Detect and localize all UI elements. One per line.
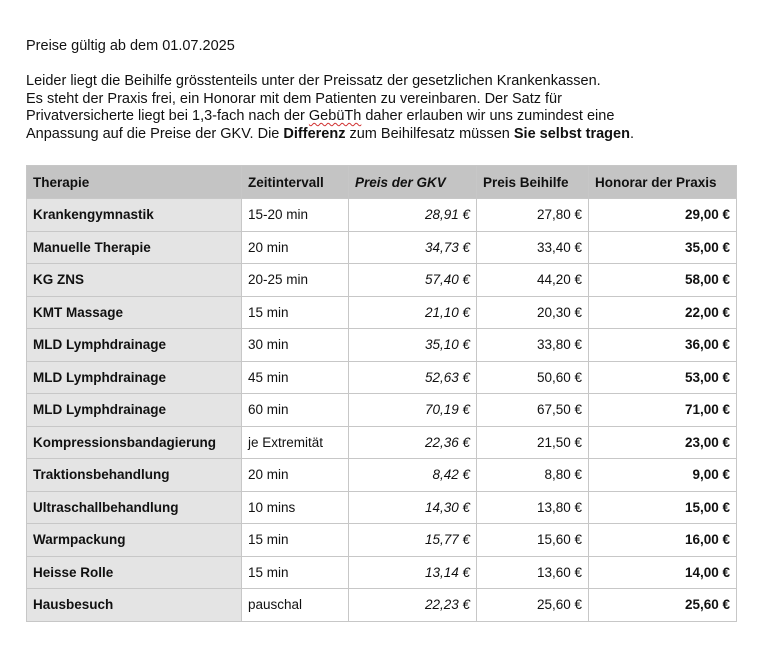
emphasis-selbst-tragen: Sie selbst tragen [513,125,630,142]
intro-line-4 [26,126,746,144]
cell-therapie: Ultraschallbehandlung [27,491,242,524]
cell-honorar: 25,60 € [589,589,737,622]
cell-zeitintervall: 45 min [242,361,349,394]
cell-preis-gkv: 70,19 € [349,394,477,427]
table-row [27,296,737,329]
cell-preis-gkv: 22,36 € [349,426,477,459]
table-row [27,426,737,459]
cell-preis-gkv: 22,23 € [349,589,477,622]
cell-preis-beihilfe: 20,30 € [477,296,589,329]
intro-line-4-end: . [629,125,634,142]
cell-zeitintervall: 15 min [242,524,349,557]
intro-line-4-start: Anpassung auf die Preise der GKV. Die [26,125,284,142]
intro-line-3 [26,108,746,126]
cell-preis-beihilfe: 15,60 € [477,524,589,557]
table-row [27,589,737,622]
cell-zeitintervall: pauschal [242,589,349,622]
cell-preis-gkv: 14,30 € [349,491,477,524]
cell-preis-beihilfe: 67,50 € [477,394,589,427]
cell-preis-gkv: 8,42 € [349,459,477,492]
cell-preis-beihilfe: 33,40 € [477,231,589,264]
header-zeitintervall: Zeitintervall [242,166,349,199]
cell-preis-gkv: 21,10 € [349,296,477,329]
cell-preis-gkv: 35,10 € [349,329,477,362]
table-row [27,394,737,427]
cell-honorar: 58,00 € [589,264,737,297]
table-row [27,556,737,589]
table-row [27,264,737,297]
intro-line-1: Leider liegt die Beihilfe grösstenteils unter der Preissatz der gesetzlichen Krankenkassen. [26,73,601,89]
cell-therapie: Heisse Rolle [27,556,242,589]
cell-therapie: Manuelle Therapie [27,231,242,264]
table-row [27,231,737,264]
cell-preis-gkv: 28,91 € [349,199,477,232]
cell-therapie: Warmpackung [27,524,242,557]
cell-preis-gkv: 57,40 € [349,264,477,297]
spellcheck-word[interactable]: GebüTh [308,108,362,124]
cell-honorar: 14,00 € [589,556,737,589]
cell-preis-beihilfe: 25,60 € [477,589,589,622]
cell-preis-beihilfe: 8,80 € [477,459,589,492]
cell-honorar: 16,00 € [589,524,737,557]
cell-preis-gkv: 15,77 € [349,524,477,557]
cell-preis-gkv: 13,14 € [349,556,477,589]
cell-therapie: MLD Lymphdrainage [27,394,242,427]
intro-line-2: Es steht der Praxis frei, ein Honorar mit dem Patienten zu vereinbaren. Der Satz für [26,90,562,107]
intro-line-3-end: daher erlauben wir uns zumindest eine [361,108,615,124]
cell-zeitintervall: 10 mins [242,491,349,524]
cell-zeitintervall: 15 min [242,556,349,589]
cell-honorar: 22,00 € [589,296,737,329]
cell-honorar: 23,00 € [589,426,737,459]
cell-therapie: KMT Massage [27,296,242,329]
header-honorar: Honorar der Praxis [589,166,737,199]
cell-preis-beihilfe: 13,80 € [477,491,589,524]
validity-date: Preise gültig ab dem 01.07.2025 [26,38,235,54]
cell-preis-beihilfe: 27,80 € [477,199,589,232]
cell-zeitintervall: 20 min [242,231,349,264]
cell-honorar: 29,00 € [589,199,737,232]
cell-therapie: MLD Lymphdrainage [27,361,242,394]
header-preis-beihilfe: Preis Beihilfe [477,166,589,199]
table-header-row [27,166,737,199]
cell-therapie: Krankengymnastik [27,199,242,232]
header-preis-gkv: Preis der GKV [349,166,477,199]
cell-preis-beihilfe: 13,60 € [477,556,589,589]
cell-zeitintervall: 20 min [242,459,349,492]
cell-preis-beihilfe: 33,80 € [477,329,589,362]
header-therapie: Therapie [27,166,242,199]
cell-zeitintervall: 15 min [242,296,349,329]
intro-paragraph [26,73,746,143]
cell-preis-beihilfe: 44,20 € [477,264,589,297]
cell-preis-beihilfe: 50,60 € [477,361,589,394]
cell-therapie: Traktionsbehandlung [27,459,242,492]
cell-zeitintervall: 30 min [242,329,349,362]
cell-preis-gkv: 52,63 € [349,361,477,394]
cell-zeitintervall: 20-25 min [242,264,349,297]
cell-zeitintervall: je Extremität [242,426,349,459]
cell-therapie: MLD Lymphdrainage [27,329,242,362]
cell-honorar: 36,00 € [589,329,737,362]
cell-zeitintervall: 60 min [242,394,349,427]
price-table [26,165,737,622]
table-row [27,329,737,362]
cell-honorar: 35,00 € [589,231,737,264]
cell-honorar: 53,00 € [589,361,737,394]
intro-line-4-mid: zum Beihilfesatz müssen [345,125,514,142]
cell-preis-beihilfe: 21,50 € [477,426,589,459]
cell-therapie: Hausbesuch [27,589,242,622]
emphasis-differenz: Differenz [283,125,346,142]
table-row [27,361,737,394]
cell-therapie: Kompressionsbandagierung [27,426,242,459]
cell-therapie: KG ZNS [27,264,242,297]
cell-honorar: 9,00 € [589,459,737,492]
table-row [27,459,737,492]
cell-zeitintervall: 15-20 min [242,199,349,232]
cell-honorar: 15,00 € [589,491,737,524]
table-row [27,491,737,524]
cell-honorar: 71,00 € [589,394,737,427]
table-body [27,199,737,622]
table-row [27,199,737,232]
intro-line-3-start: Privatversicherte liegt bei 1,3-fach nach der [26,108,309,124]
cell-preis-gkv: 34,73 € [349,231,477,264]
table-row [27,524,737,557]
